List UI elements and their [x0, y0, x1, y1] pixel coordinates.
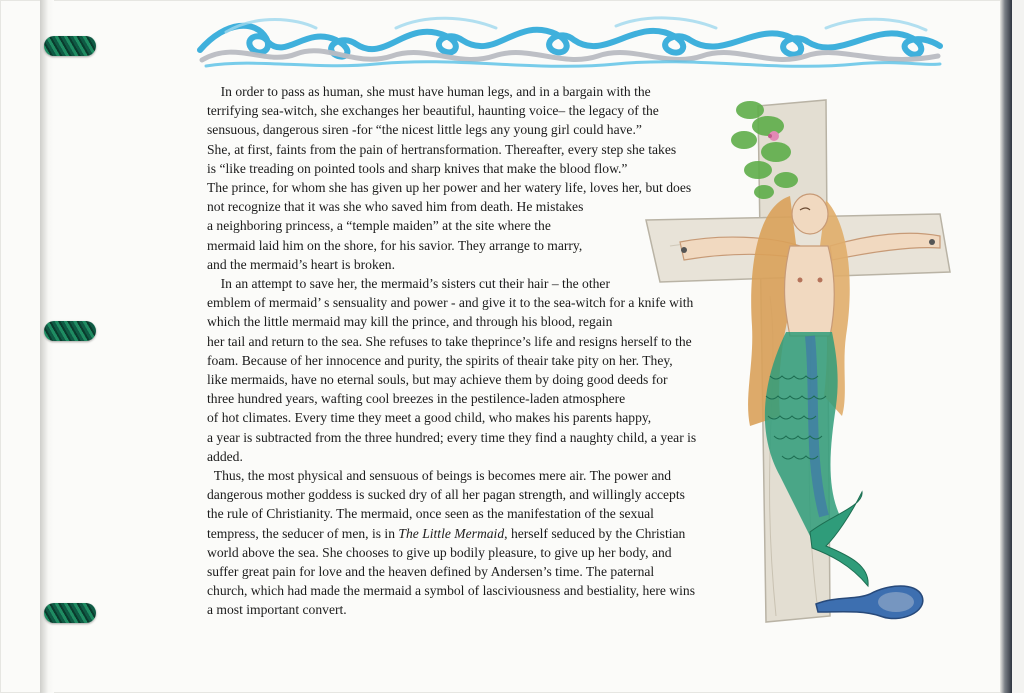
text-segment: tempress, the seducer of men, is in [207, 525, 399, 541]
text-line: terrifying sea-witch, she exchanges her beautiful, haunting voice– the legacy of the [207, 103, 659, 119]
text-line: In an attempt to save her, the mermaid’s sisters cut their hair – the other [207, 276, 610, 292]
text-line: and the mermaid’s heart is broken. [207, 256, 395, 272]
text-line: added. [207, 448, 243, 464]
binder-ring-middle [44, 321, 96, 341]
text-line: sensuous, dangerous siren -for “the nicest little legs any young girl could have.” [207, 122, 642, 138]
text-line: church, which had made the mermaid a symbol of lasciviousness and bestiality, here wins [207, 583, 695, 599]
binding-edge [40, 0, 54, 693]
text-line: like mermaids, have no eternal souls, but may achieve them by doing good deeds for [207, 372, 668, 388]
text-line: dangerous mother goddess is sucked dry of all her pagan strength, and willingly accepts [207, 487, 685, 503]
text-line: is “like treading on pointed tools and sharp knives that make the blood flow.” [207, 160, 628, 176]
text-line: She, at first, faints from the pain of hertransformation. Thereafter, every step she takes [207, 141, 677, 157]
text-line: suffer great pain for love and the heaven defined by Andersen’s time. The paternal [207, 564, 655, 580]
text-line: a neighboring princess, a “temple maiden” at the site where the [207, 218, 551, 234]
text-line: a most important convert. [207, 602, 347, 618]
text-line: mermaid laid him on the shore, for his savior. They arrange to marry, [207, 237, 583, 253]
mermaid-on-cross-drawing [640, 96, 960, 631]
binder-ring-top [44, 36, 96, 56]
page-edge-shadow [1000, 0, 1012, 693]
text-line: The prince, for whom she has given up her power and her watery life, loves her, but does [207, 180, 692, 196]
text-line: In order to pass as human, she must have human legs, and in a bargain with the [207, 84, 651, 99]
text-line: of hot climates. Every time they meet a good child, who makes his parents happy, [207, 410, 652, 426]
text-line: her tail and return to the sea. She refuses to take theprince’s life and resigns herself to the [207, 333, 692, 349]
text-line: foam. Because of her innocence and purity, the spirits of theair take pity on her. They, [207, 352, 673, 368]
text-line: three hundred years, wafting cool breezes in the pestilence-laden atmosphere [207, 391, 626, 407]
text-line: the rule of Christianity. The mermaid, once seen as the manifestation of the sexual [207, 506, 654, 522]
text-line: Thus, the most physical and sensuous of beings is becomes mere air. The power and [207, 468, 672, 484]
wave-border-decoration [196, 10, 944, 74]
text-line: which the little mermaid may kill the prince, and through his blood, regain [207, 314, 613, 330]
book-title: The Little Mermaid [398, 525, 505, 541]
binder-ring-bottom [44, 603, 96, 623]
text-line: not recognize that it was she who saved him from death. He mistakes [207, 199, 584, 215]
text-segment: , herself seduced by the Christian [504, 525, 686, 541]
text-line: world above the sea. She chooses to give up bodily pleasure, to give up her body, and [207, 544, 672, 560]
text-line: emblem of mermaid’ s sensuality and power - and give it to the sea-witch for a knife with [207, 295, 694, 311]
text-line: a year is subtracted from the three hundred; every time they find a naughty child, a year is [207, 429, 697, 445]
